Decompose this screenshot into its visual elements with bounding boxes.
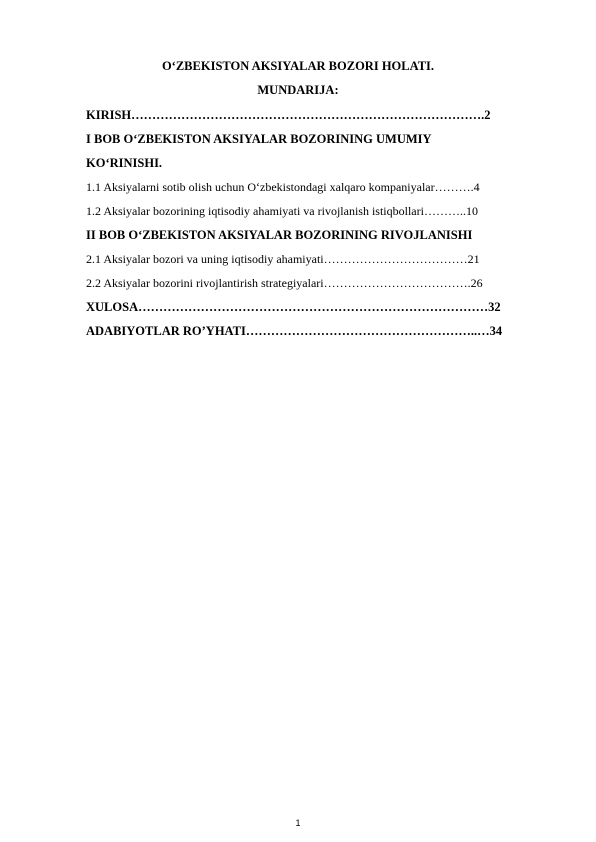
toc-entry-1-2: 1.2 Aksiyalar bozorining iqtisodiy ahamiyati va rivojlanish istiqbollari………..10 [86, 204, 478, 218]
toc-heading: MUNDARIJA: [257, 83, 339, 97]
toc-entry-chapter-2: II BOB O‘ZBEKISTON AKSIYALAR BOZORINING RIVOJLANISHI [86, 228, 473, 242]
toc-entry-kirish: KIRISH………………………………………………………………………….2 [86, 108, 491, 122]
document-title: O‘ZBEKISTON AKSIYALAR BOZORI HOLATI. [161, 59, 435, 73]
toc-entry-adabiyotlar: ADABIYOTLAR RO’YHATI………………………………………………..…34 [86, 324, 503, 338]
toc-entry-xulosa: XULOSA…………………………………………………………………………32 [86, 300, 501, 314]
toc-entry-2-2: 2.2 Aksiyalar bozorini rivojlantirish strategiyalari……………………………….26 [86, 276, 483, 290]
toc-entry-chapter-1: I BOB O‘ZBEKISTON AKSIYALAR BOZORINING UMUMIY [86, 132, 432, 146]
toc-entry-2-1: 2.1 Aksiyalar bozori va uning iqtisodiy ahamiyati………………………………21 [86, 252, 480, 266]
toc-entry-chapter-1-cont: KO‘RINISHI. [86, 156, 163, 170]
page-number: 1 [295, 818, 301, 828]
toc-entry-1-1: 1.1 Aksiyalarni sotib olish uchun O‘zbekistondagi xalqaro kompaniyalar……….4 [86, 180, 480, 194]
